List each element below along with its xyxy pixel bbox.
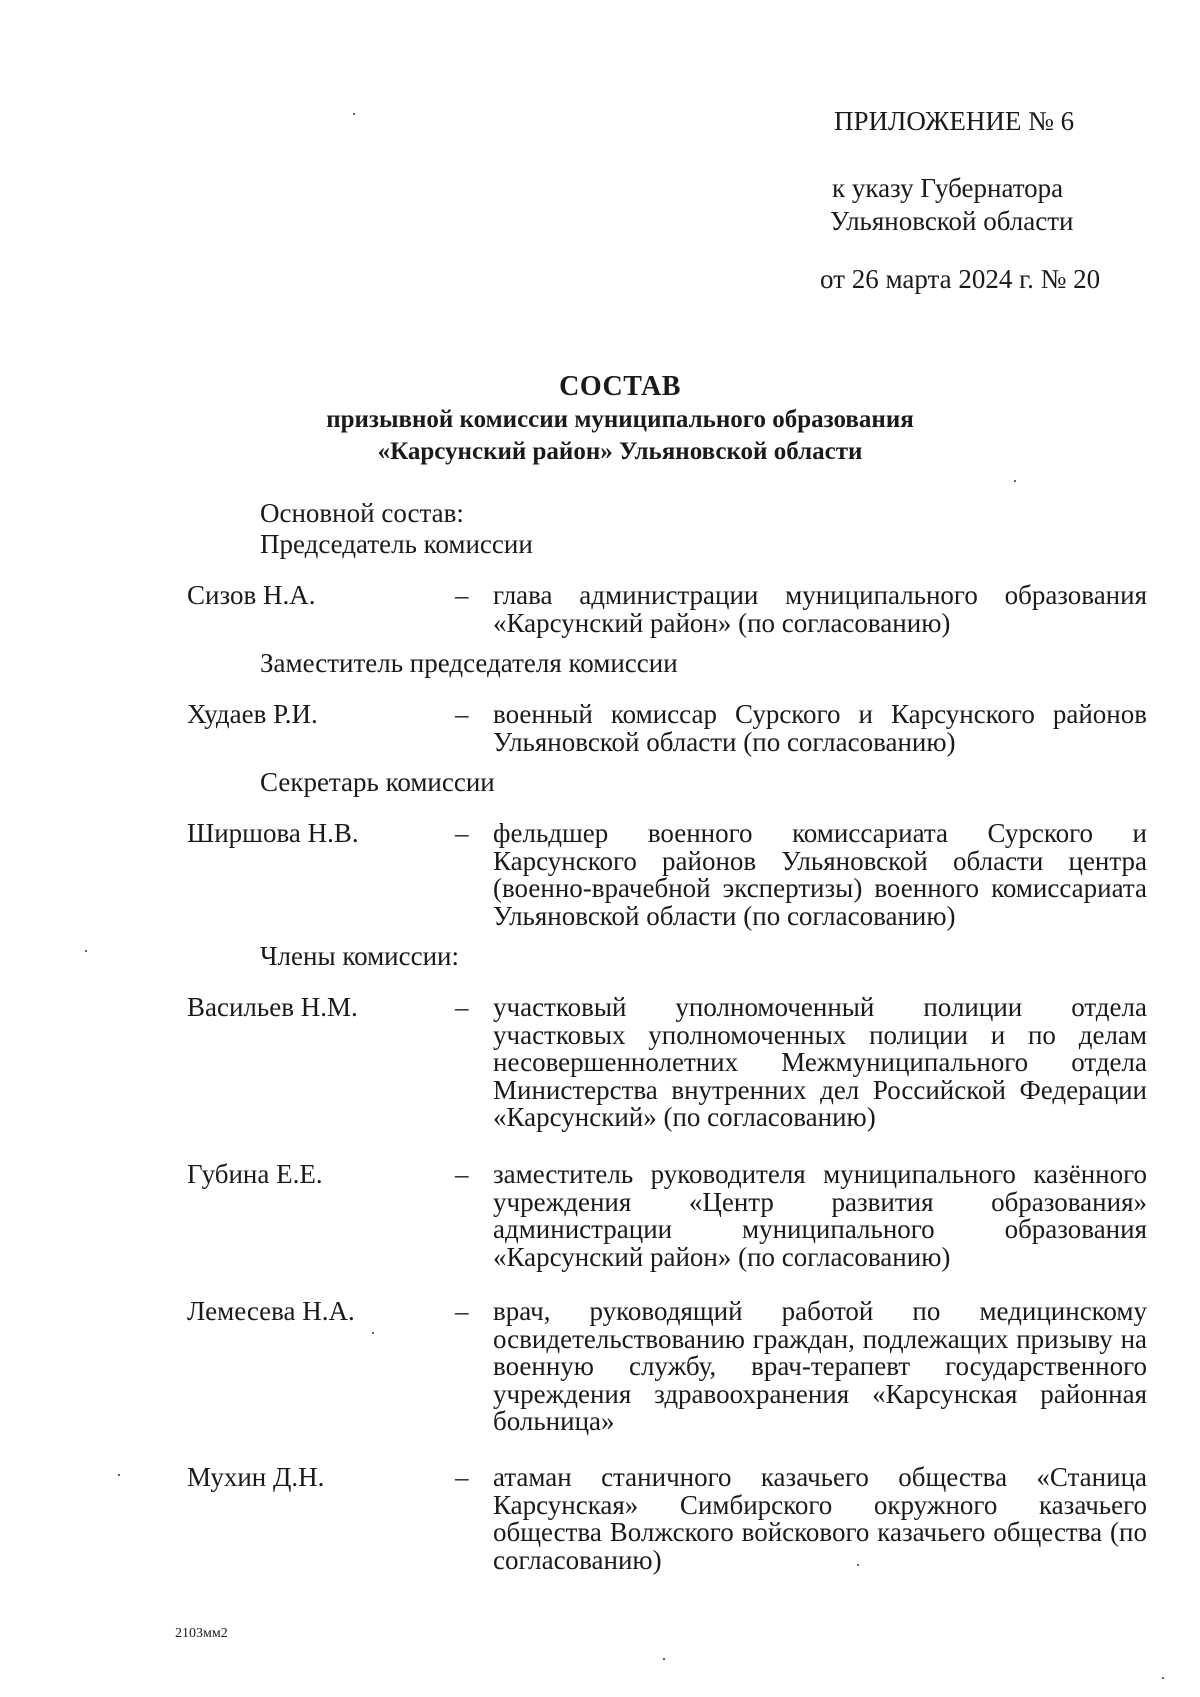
title-subtitle-line-1: призывной комиссии муниципального образования xyxy=(326,406,914,433)
member-name: Сизов Н.А. xyxy=(187,580,316,610)
member-name: Лемесева Н.А. xyxy=(187,1296,355,1326)
scan-speck xyxy=(372,1332,374,1334)
separator-dash: – xyxy=(455,1462,469,1492)
separator-dash: – xyxy=(455,580,469,610)
separator-dash: – xyxy=(455,992,469,1022)
member-position: участковый уполномоченный полиции отдела участковых уполномоченных полиции и по делам несовершеннолетних Межмуниципального отдела Министерства внутренних дел Российской Федерации «Карсунский» (по согласованию) xyxy=(493,992,1147,1132)
member-name: Ширшова Н.В. xyxy=(187,818,359,848)
document-code: 2103мм2 xyxy=(175,1626,228,1641)
separator-dash: – xyxy=(455,1296,469,1326)
member-name: Мухин Д.Н. xyxy=(187,1462,325,1492)
separator-dash: – xyxy=(455,818,469,848)
member-name: Худаев Р.И. xyxy=(187,699,318,729)
title-subtitle-line-2: «Карсунский район» Ульяновской области xyxy=(377,438,863,465)
member-position: военный комиссар Сурского и Карсунского районов Ульяновской области (по согласованию) xyxy=(493,699,1147,757)
decree-reference-line-2: Ульяновской области xyxy=(830,206,1074,236)
scan-speck xyxy=(1162,1677,1164,1679)
title-main: СОСТАВ xyxy=(559,371,681,402)
member-position: фельдшер военного комиссариата Сурского и Карсунского районов Ульяновской области центра (военно-врачебной экспертизы) военного комиссариата Ульяновской области (по согласованию) xyxy=(493,818,1147,931)
section-secretary: Секретарь комиссии xyxy=(260,767,495,797)
separator-dash: – xyxy=(455,699,469,729)
decree-reference-line-1: к указу Губернатора xyxy=(832,173,1064,203)
scan-speck xyxy=(663,1658,665,1660)
scan-speck xyxy=(857,1564,859,1566)
decree-date: от 26 марта 2024 г. № 20 xyxy=(820,264,1101,294)
member-name: Васильев Н.М. xyxy=(187,992,358,1022)
scan-speck xyxy=(353,113,355,115)
member-position: заместитель руководителя муниципального казённого учреждения «Центр развития образования» администрации муниципального образования «Карсунский район» (по согласованию) xyxy=(493,1159,1147,1272)
member-position: атаман станичного казачьего общества «Станица Карсунская» Симбирского окружного казачьего общества Волжского войскового казачьего общества (по согласованию) xyxy=(493,1462,1147,1575)
scan-speck xyxy=(118,1474,120,1476)
section-deputy: Заместитель председателя комиссии xyxy=(260,648,678,678)
member-position: глава администрации муниципального образования «Карсунский район» (по согласованию) xyxy=(493,580,1147,638)
scan-speck xyxy=(85,950,87,952)
separator-dash: – xyxy=(455,1159,469,1189)
section-chairman: Председатель комиссии xyxy=(260,529,533,559)
member-position: врач, руководящий работой по медицинскому освидетельствованию граждан, подлежащих призыву на военную службу, врач-терапевт государственного учреждения здравоохранения «Карсунская районная больница» xyxy=(493,1296,1147,1436)
appendix-number: ПРИЛОЖЕНИЕ № 6 xyxy=(834,106,1075,136)
member-name: Губина Е.Е. xyxy=(187,1159,323,1189)
scan-speck xyxy=(1014,480,1016,482)
document-title xyxy=(0,370,1200,468)
section-main-composition: Основной состав: xyxy=(260,498,464,528)
section-members: Члены комиссии: xyxy=(260,941,459,971)
